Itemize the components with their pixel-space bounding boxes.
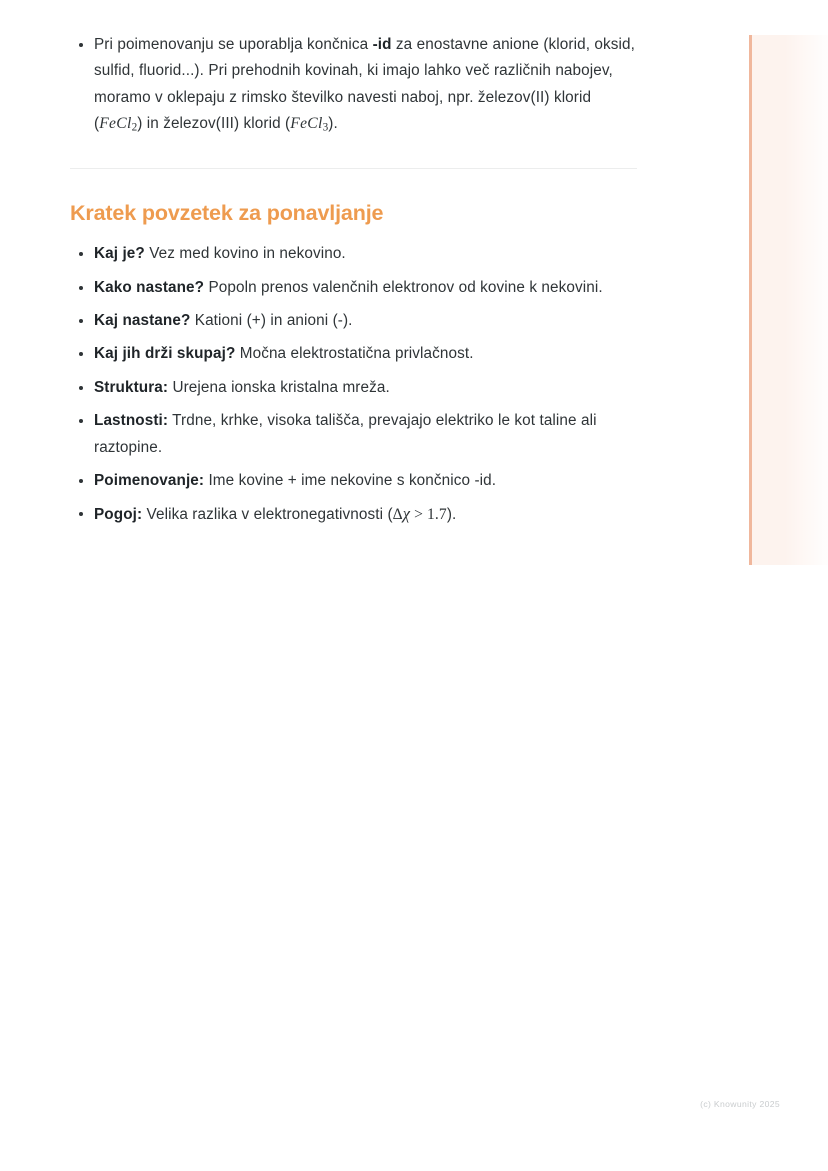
intro-text-part2: za enostavne anione (klorid, oksid, sulfid, fluorid...). Pri prehodnih kovinah, ki imajo lahko več različnih nabojev, moramo v oklepaju z rimsko številko navesti naboj, npr. železov(II) klorid ( bbox=[94, 36, 635, 133]
list-item bbox=[70, 375, 638, 401]
list-item-text: Močna elektrostatična privlačnost. bbox=[235, 345, 474, 363]
page-title: Kratek povzetek za ponavljanje bbox=[70, 201, 384, 226]
content-column bbox=[70, 32, 638, 529]
list-item bbox=[70, 241, 638, 267]
list-item-text: Popoln prenos valenčnih elektronov od kovine k nekovini. bbox=[204, 278, 603, 296]
side-callout-box bbox=[749, 35, 828, 565]
list-item-lead: Kaj je? bbox=[94, 245, 145, 263]
list-item-lead: Kako nastane? bbox=[94, 278, 205, 296]
intro-text-part4: ). bbox=[328, 115, 338, 133]
intro-text-part1: Pri poimenovanju se uporablja končnica bbox=[94, 36, 373, 53]
summary-bullet-list bbox=[70, 241, 638, 529]
list-item-text-after: ). bbox=[446, 506, 457, 524]
list-item bbox=[70, 468, 638, 494]
intro-text-part3: ) in železov(III) klorid ( bbox=[137, 115, 291, 133]
list-item bbox=[70, 32, 638, 141]
math-operator: > bbox=[410, 506, 428, 524]
list-item-lead: Kaj jih drži skupaj? bbox=[94, 345, 236, 363]
list-item-lead: Poimenovanje: bbox=[94, 471, 205, 489]
list-item-lead: Lastnosti: bbox=[94, 412, 169, 430]
intro-bullet-list bbox=[70, 32, 638, 141]
list-item-lead: Struktura: bbox=[94, 378, 169, 396]
list-item bbox=[70, 501, 638, 528]
math-delta-symbol: Δ bbox=[392, 506, 403, 524]
list-item-text: Urejena ionska kristalna mreža. bbox=[168, 378, 390, 396]
chemical-formula-fecl2: FeCl$_2$ bbox=[99, 115, 138, 134]
math-chi-symbol: χ bbox=[402, 504, 411, 524]
list-item-text: Kationi (+) in anioni (-). bbox=[190, 311, 353, 329]
list-item-text: Ime kovine + ime nekovine s končnico -id. bbox=[204, 471, 497, 489]
chemical-formula-fecl3: FeCl$_3$ bbox=[290, 115, 329, 134]
list-item-lead: Kaj nastane? bbox=[94, 311, 191, 329]
list-item bbox=[70, 308, 638, 334]
list-item bbox=[70, 341, 638, 367]
list-item bbox=[70, 275, 638, 301]
math-value: 1.7 bbox=[427, 506, 447, 524]
list-item-text: Velika razlika v elektronegativnosti ( bbox=[142, 506, 393, 524]
footer-copyright: (c) Knowunity 2025 bbox=[700, 1099, 780, 1109]
intro-bold-suffix: -id bbox=[372, 36, 392, 53]
list-item bbox=[70, 408, 638, 461]
list-item-text: Trdne, krhke, visoka tališča, prevajajo elektriko le kot taline ali raztopine. bbox=[94, 412, 597, 456]
list-item-lead: Pogoj: bbox=[94, 506, 143, 524]
list-item-text: Vez med kovino in nekovino. bbox=[144, 245, 346, 263]
section-divider bbox=[70, 168, 637, 169]
